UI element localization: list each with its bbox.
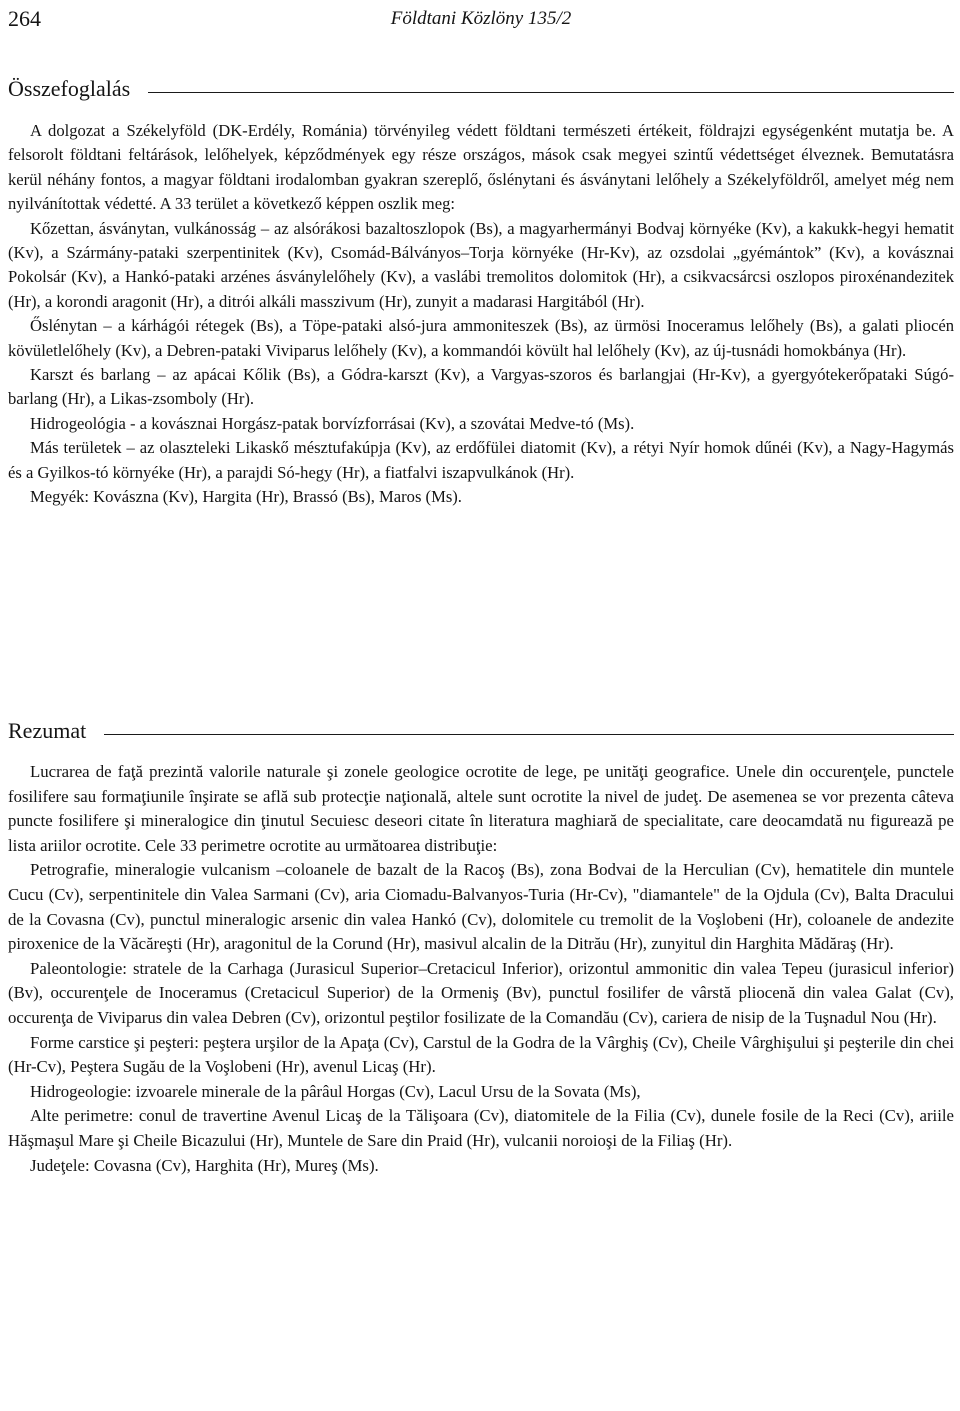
paragraph: Őslénytan – a kárhágói rétegek (Bs), a Töpe-pataki alsó-jura ammoniteszek (Bs), az ürmösi Inoceramus lelőhely (Bs), a galati pliocén kövületlelőhely (Kv), a Debren-pataki Viviparus lelőhely (Kv), a kommandói kövült hal lelőhely (Kv), az új-tusnádi homokbánya (Hr).: [8, 316, 954, 360]
paragraph: Lucrarea de faţă prezintă valorile naturale şi zonele geologice ocrotite de lege, pe unităţi geografice. Unele din occurenţele, punctele fosilifere sau formaţiunile înşirate se află sub protecţie naţională, altele sunt ocrotite la nivel de judeţ. De asemenea se vor prezenta câteva puncte fosilifere şi mineralogice din ţinutul Secuiesc deseori citate în literatura maghiară de specialitate, care deocamdată nu figurează pe lista ariilor ocrotite. Cele 33 perimetre ocrotite au următoarea distribuţie:: [8, 762, 954, 855]
paragraph: Hidrogeológia - a kovásznai Horgász-patak borvízforrásai (Kv), a szovátai Medve-tó (Ms).: [30, 413, 635, 433]
summary-hu-heading: [8, 76, 954, 102]
paragraph: Karszt és barlang – az apácai Kőlik (Bs), a Gódra-karszt (Kv), a Vargyas-szoros és barlangjai (Hr-Kv), a gyergyótekerőpataki Súgó-barlang (Hr), a Likas-zsomboly (Hr).: [8, 365, 954, 409]
paragraph: Judeţele: Covasna (Cv), Harghita (Hr), Mureş (Ms).: [30, 1155, 379, 1175]
page-number: 264: [8, 6, 41, 31]
section-rule: [104, 734, 954, 735]
paragraph: Petrografie, mineralogie vulcanism –coloanele de bazalt de la Racoş (Bs), zona Bodvai de la Herculian (Cv), hematitele din muntele Cucu (Cv), serpentinitele din Valea Sarmani (Cv), aria Ciomadu-Balvanyos-Turia (Hr-Cv), "diamantele" de la Ojdula (Cv), Balta Dracului de la Covasna (Cv), punctul mineralogic arsenic din valea Hankó (Cv), dolomitele cu tremolit de la Voşlobeni (Hr), coloanele de andezite piroxenice de la Văcăreşti (Hr), aragonitul de la Corund (Hr), masivul alcalin de la Ditrău (Hr), zunyitul din Harghita Mădăraş (Hr).: [8, 860, 954, 954]
paragraph: Más területek – az olaszteleki Likaskő mésztufakúpja (Kv), az erdőfülei diatomit (Kv), a rétyi Nyír homok dűnéi (Kv), a Nagy-Hagymás és a Gyilkos-tó környéke (Hr), a parajdi Só-hegy (Hr), a fiatfalvi iszapvulkánok (Hr).: [8, 438, 954, 482]
summary-ro-title: Rezumat: [8, 718, 87, 743]
summary-ro-heading: [8, 718, 954, 744]
paragraph: A dolgozat a Székelyföld (DK-Erdély, Románia) törvényileg védett földtani természeti értékeit, földrajzi egységenként mutatja be. A felsorolt földtani feltárások, lelőhelyek, képződmények egy része országos, mások csak megyei szintű védettséget élveznek. Bemutatásra kerül néhány fontos, a magyar földtani irodalomban gyakran szereplő, őslénytani és ásványtani lelőhely a Székelyföldről, amelyet még nem nyilvánítottak védetté. A 33 terület a következő képpen oszlik meg:: [8, 121, 954, 214]
paragraph: Megyék: Kovászna (Kv), Hargita (Hr), Brassó (Bs), Maros (Ms).: [30, 487, 462, 507]
paragraph: Paleontologie: stratele de la Carhaga (Jurasicul Superior–Cretacicul Inferior), orizontul ammonitic din valea Tepeu (jurasicul inferior) (Bv), occurenţele de Inoceramus (Cretacicul Superior) de la Ormeniş (Bv), punctul fosilifer de vârstă pliocenă din valea Galat (Cv), occurenţa de Viviparus din valea Debren (Cv), orizontul peştilor fosilizate de la Comandău (Cv), cariera de nisip de la Tuşnadul Nou (Hr).: [8, 958, 954, 1027]
paragraph: Alte perimetre: conul de travertine Avenul Licaş de la Tălişoara (Cv), diatomitele de la Filia (Cv), dunele fosile de la Reci (Cv), ariile Hăşmaşul Mare şi Cheile Bicazului (Hr), Muntele de Sare din Praid (Hr), vulcanii noroioşi de la Filiaş (Hr).: [8, 1106, 954, 1150]
paragraph: Hidrogeologie: izvoarele minerale de la pârâul Horgas (Cv), Lacul Ursu de la Sovata (Ms),: [30, 1081, 641, 1101]
journal-title: Földtani Közlöny 135/2: [390, 8, 572, 29]
paragraph: Kőzettan, ásványtan, vulkánosság – az alsórákosi bazaltoszlopok (Bs), a magyarhermányi Bodvaj környéke (Kv), a kakukk-hegyi hematit (Kv), a Szármány-pataki szerpentinitek (Kv), Csomád-Bálványos–Torja környéke (Hr-Kv), az ozsdolai „gyémántok” (Kv), a kovásznai Pokolsár (Kv), a Hankó-pataki arzénes ásványlelőhely (Kv), a vaslábi tremolitos dolomitok (Hr), a csikvacsárcsi oszlopos piroxénandezitek (Hr), a korondi aragonit (Hr), a ditrói alkáli masszivum (Hr), zunyit a madarasi Hargitából (Hr).: [8, 218, 954, 311]
paragraph: Forme carstice şi peşteri: peştera urşilor de la Apaţa (Cv), Carstul de la Godra de la Vârghiş (Cv), Cheile Vârghişului şi peşterile din chei (Hr-Cv), Peştera Sugău de la Voşlobeni (Hr), avenul Licaş (Hr).: [8, 1032, 954, 1077]
section-rule: [148, 92, 954, 93]
summary-hu-body: [8, 119, 954, 510]
summary-ro-body: [8, 760, 954, 1178]
running-head: [8, 6, 954, 34]
summary-hu-title: Összefoglalás: [8, 76, 131, 101]
